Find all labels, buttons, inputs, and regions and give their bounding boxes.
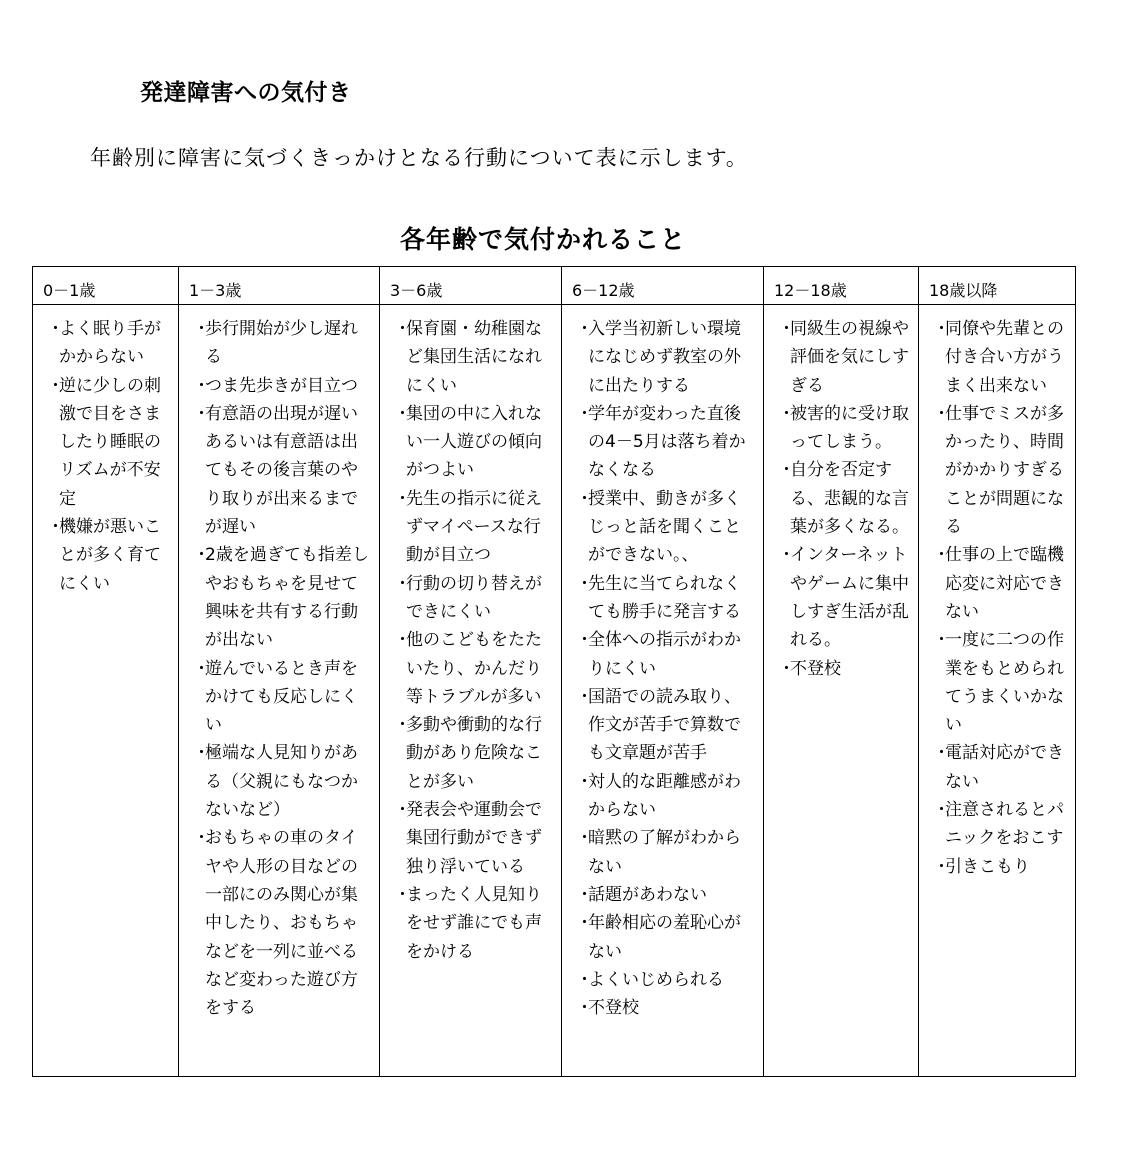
behavior-list	[189, 315, 371, 1022]
behavior-item: ・ 同僚や先輩との付き合い方がうまく出来ない	[929, 315, 1067, 400]
behavior-item: ・ よくいじめられる	[572, 966, 755, 994]
behavior-list	[390, 315, 553, 966]
cell-12-18	[764, 305, 919, 1077]
behavior-item: ・ 有意語の出現が遅いあるいは有意語は出てもその後言葉のやり取りが出来るまでが遅い	[189, 400, 371, 541]
behavior-item: ・ まったく人見知りをせず誰にでも声をかける	[390, 881, 553, 966]
behavior-item: ・ 先生の指示に従えずマイペースな行動が目立つ	[390, 485, 553, 570]
behavior-item: ・ 仕事の上で臨機応変に対応できない	[929, 541, 1067, 626]
behavior-item: ・ 学年が変わった直後の4－5月は落ち着かなくなる	[572, 400, 755, 485]
cell-0-1	[33, 305, 179, 1077]
table-body-row	[33, 305, 1076, 1077]
behavior-item: ・ 入学当初新しい環境になじめず教室の外に出たりする	[572, 315, 755, 400]
behavior-item: ・ 自分を否定する、悲観的な言葉が多くなる。	[774, 456, 910, 541]
behavior-item: ・ 被害的に受け取ってしまう。	[774, 400, 910, 457]
behavior-item: ・ 対人的な距離感がわからない	[572, 768, 755, 825]
behavior-item: ・ 2歳を過ぎても指差しやおもちゃを見せて興味を共有する行動が出ない	[189, 541, 371, 654]
behavior-item: ・ 不登校	[774, 655, 910, 683]
cell-3-6	[380, 305, 562, 1077]
behavior-item: ・ 集団の中に入れない一人遊びの傾向がつよい	[390, 400, 553, 485]
behavior-item: ・ 授業中、動きが多くじっと話を聞くことができない。、	[572, 485, 755, 570]
behavior-item: ・ よく眠り手がかからない	[43, 315, 170, 372]
behavior-item: ・ 保育園・幼稚園など集団生活になれにくい	[390, 315, 553, 400]
section-heading: 発達障害への気付き	[140, 80, 352, 106]
column-header-1-3: 1－3歳	[179, 267, 380, 305]
behavior-item: ・ 行動の切り替えができにくい	[390, 570, 553, 627]
behavior-list	[774, 315, 910, 683]
behavior-item: ・ 注意されるとパニックをおこす	[929, 796, 1067, 853]
behavior-item: ・ 先生に当てられなくても勝手に発言する	[572, 570, 755, 627]
column-header-0-1: 0－1歳	[33, 267, 179, 305]
table-header-row	[33, 267, 1076, 305]
behavior-item: ・ 発表会や運動会で集団行動ができず独り浮いている	[390, 796, 553, 881]
behavior-item: ・ 一度に二つの作業をもとめられてうまくいかない	[929, 626, 1067, 739]
behavior-item: ・ 歩行開始が少し遅れる	[189, 315, 371, 372]
behavior-item: ・ 暗黙の了解がわからない	[572, 824, 755, 881]
behavior-item: ・ 他のこどもをたたいたり、かんだり等トラブルが多い	[390, 626, 553, 711]
behavior-item: ・ 電話対応ができない	[929, 739, 1067, 796]
behavior-list	[572, 315, 755, 1022]
table-title: 各年齢で気付かれること	[399, 225, 686, 254]
column-header-6-12: 6－12歳	[562, 267, 764, 305]
age-behavior-table	[32, 266, 1076, 1077]
behavior-item: ・ おもちゃの車のタイヤや人形の目などの一部にのみ関心が集中したり、おもちゃなどを一列に並べるなど変わった遊び方をする	[189, 824, 371, 1022]
behavior-item: ・ 同級生の視線や評価を気にしすぎる	[774, 315, 910, 400]
behavior-item: ・ 引きこもり	[929, 853, 1067, 881]
behavior-item: ・ 逆に少しの刺激で目をさましたり睡眠のリズムが不安定	[43, 372, 170, 513]
behavior-item: ・ 仕事でミスが多かったり、時間がかかりすぎることが問題になる	[929, 400, 1067, 541]
behavior-item: ・ 多動や衝動的な行動があり危険なことが多い	[390, 711, 553, 796]
cell-6-12	[562, 305, 764, 1077]
cell-18-plus	[919, 305, 1076, 1077]
column-header-3-6: 3－6歳	[380, 267, 562, 305]
column-header-12-18: 12－18歳	[764, 267, 919, 305]
behavior-item: ・ 機嫌が悪いことが多く育てにくい	[43, 513, 170, 598]
behavior-item: ・ インターネットやゲームに集中しすぎ生活が乱れる。	[774, 541, 910, 654]
behavior-item: ・ つま先歩きが目立つ	[189, 372, 371, 400]
behavior-list	[43, 315, 170, 598]
behavior-item: ・ 国語での読み取り、作文が苦手で算数でも文章題が苦手	[572, 683, 755, 768]
column-header-18-plus: 18歳以降	[919, 267, 1076, 305]
behavior-item: ・ 遊んでいるとき声をかけても反応しにくい	[189, 655, 371, 740]
cell-1-3	[179, 305, 380, 1077]
intro-text: 年齢別に障害に気づくきっかけとなる行動について表に示します。	[90, 146, 748, 170]
behavior-item: ・ 不登校	[572, 994, 755, 1022]
behavior-list	[929, 315, 1067, 881]
behavior-item: ・ 年齢相応の羞恥心がない	[572, 909, 755, 966]
behavior-item: ・ 話題があわない	[572, 881, 755, 909]
behavior-item: ・ 極端な人見知りがある（父親にもなつかないなど）	[189, 739, 371, 824]
behavior-item: ・ 全体への指示がわかりにくい	[572, 626, 755, 683]
